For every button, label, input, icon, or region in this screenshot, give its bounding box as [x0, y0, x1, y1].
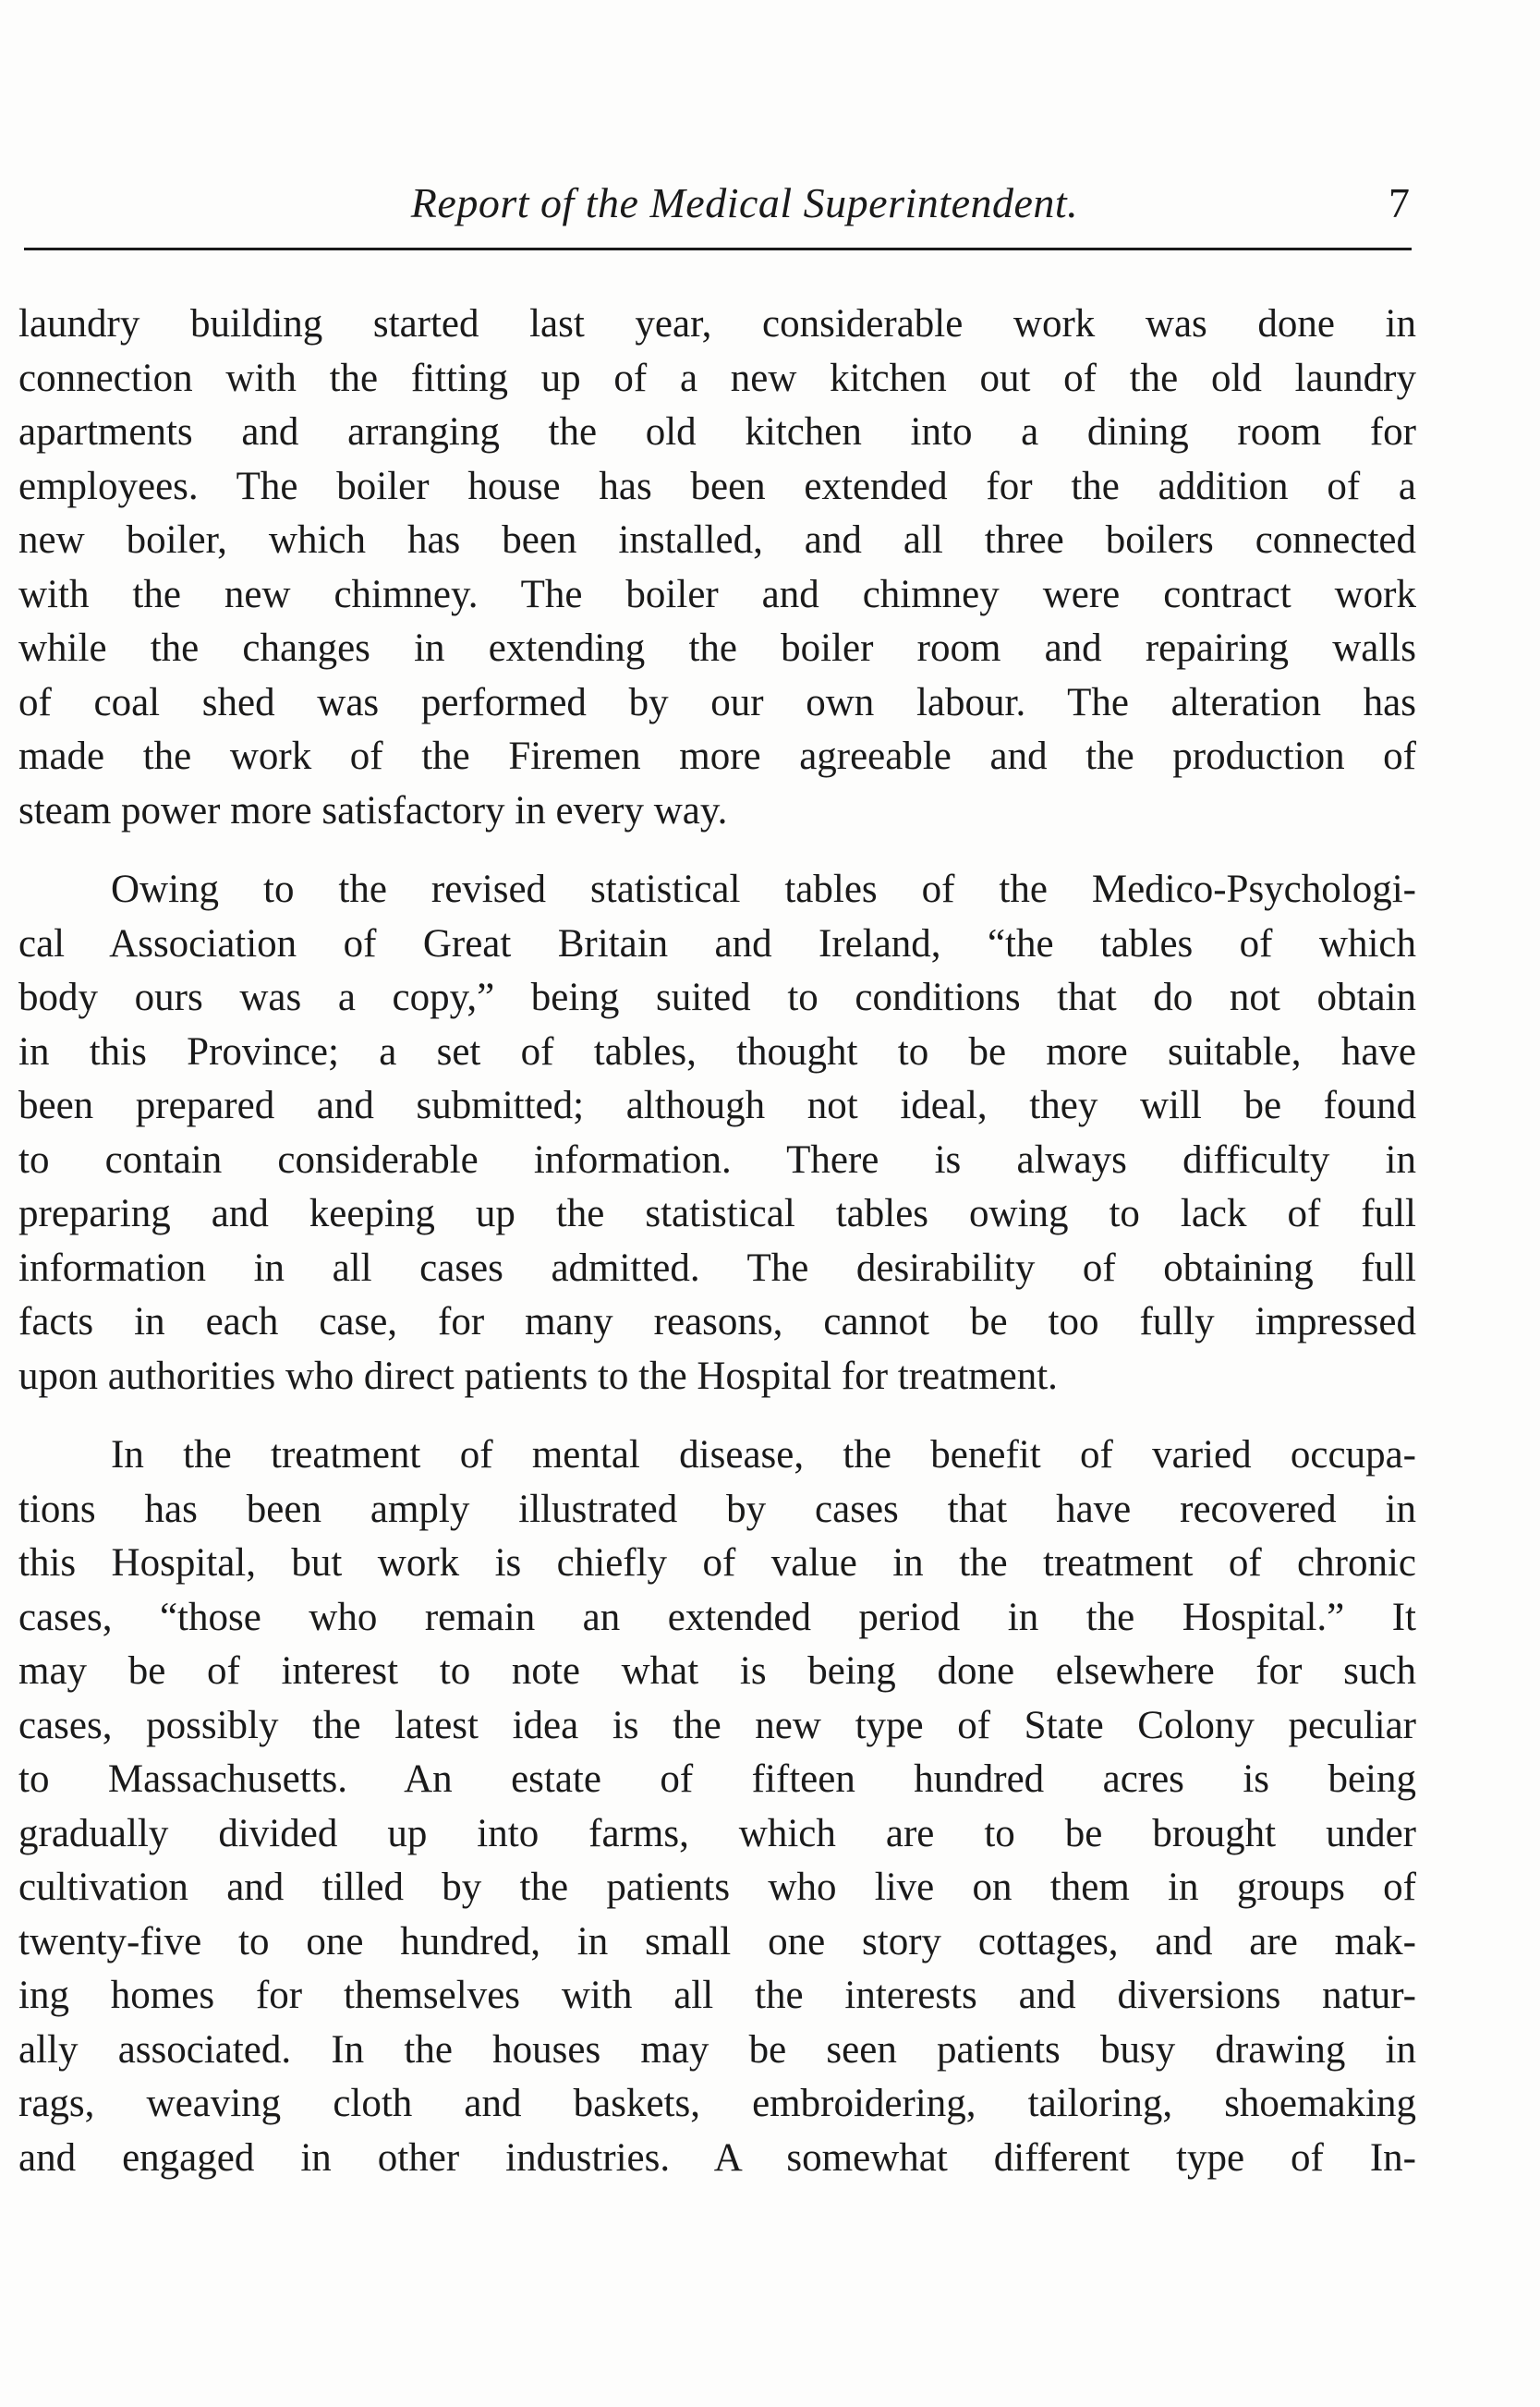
- text-line: information in all cases admitted. The desirability of obtaining full: [18, 1246, 1416, 1290]
- header-rule: [24, 248, 1412, 250]
- text-line: to contain considerable information. There is always difficulty in: [18, 1137, 1416, 1182]
- running-head: Report of the Medical Superintendent.: [410, 179, 1079, 226]
- text-line: Owing to the revised statistical tables of the Medico-Psychologi-: [111, 868, 1416, 911]
- text-line: apartments and arranging the old kitchen into a dining room for: [18, 410, 1416, 454]
- text-line: ing homes for themselves with all the interests and diversions natur-: [18, 1974, 1416, 2017]
- text-line: preparing and keeping up the statistical tables owing to lack of full: [18, 1192, 1416, 1235]
- text-line: steam power more satisfactory in every way.: [18, 788, 728, 833]
- text-line: In the treatment of mental disease, the benefit of varied occupa-: [111, 1433, 1416, 1477]
- paragraph-3: [18, 1428, 1416, 2185]
- text-line: ally associated. In the houses may be seen patients busy drawing in: [18, 2027, 1416, 2072]
- text-line: twenty-five to one hundred, in small one story cottages, and are mak-: [18, 1919, 1416, 1963]
- text-line: employees. The boiler house has been extended for the addition of a: [18, 464, 1416, 508]
- text-line: been prepared and submitted; although not ideal, they will be found: [18, 1084, 1416, 1127]
- text-line: upon authorities who direct patients to the Hospital for treatment.: [18, 1354, 1058, 1398]
- text-line: cases, possibly the latest idea is the new type of State Colony peculiar: [18, 1703, 1416, 1747]
- text-line: laundry building started last year, considerable work was done in: [18, 302, 1416, 346]
- text-line: cases, “those who remain an extended period in the Hospital.” It: [18, 1595, 1416, 1639]
- text-line: of coal shed was performed by our own labour. The alteration has: [18, 680, 1416, 724]
- text-line: new boiler, which has been installed, and all three boilers connected: [18, 518, 1416, 562]
- text-line: tions has been amply illustrated by cases that have recovered in: [18, 1487, 1416, 1531]
- text-line: with the new chimney. The boiler and chimney were contract work: [18, 572, 1416, 616]
- paragraph-1: [18, 298, 1416, 838]
- text-line: gradually divided up into farms, which are to be brought under: [18, 1811, 1416, 1855]
- text-line: cultivation and tilled by the patients who live on them in groups of: [18, 1866, 1416, 1909]
- text-line: rags, weaving cloth and baskets, embroidering, tailoring, shoemaking: [18, 2082, 1416, 2125]
- text-line: this Hospital, but work is chiefly of value in the treatment of chronic: [18, 1541, 1416, 1585]
- text-line: cal Association of Great Britain and Ireland, “the tables of which: [18, 921, 1416, 966]
- text-line: while the changes in extending the boiler room and repairing walls: [18, 626, 1416, 670]
- text-line: to Massachusetts. An estate of fifteen hundred acres is being: [18, 1757, 1416, 1801]
- text-line: in this Province; a set of tables, thought to be more suitable, have: [18, 1029, 1416, 1074]
- text-line: and engaged in other industries. A somewhat different type of In-: [18, 2135, 1416, 2180]
- text-line: connection with the fitting up of a new kitchen out of the old laundry: [18, 356, 1416, 400]
- page-header: [24, 171, 1410, 236]
- paragraph-2: [18, 863, 1416, 1404]
- text-line: facts in each case, for many reasons, cannot be too fully impressed: [18, 1300, 1416, 1343]
- text-line: body ours was a copy,” being suited to conditions that do not obtain: [18, 976, 1416, 1019]
- text-line: may be of interest to note what is being done elsewhere for such: [18, 1649, 1416, 1693]
- page-number: 7: [1388, 179, 1410, 226]
- text-line: made the work of the Firemen more agreeable and the production of: [18, 735, 1416, 778]
- body-text: [18, 298, 1416, 2185]
